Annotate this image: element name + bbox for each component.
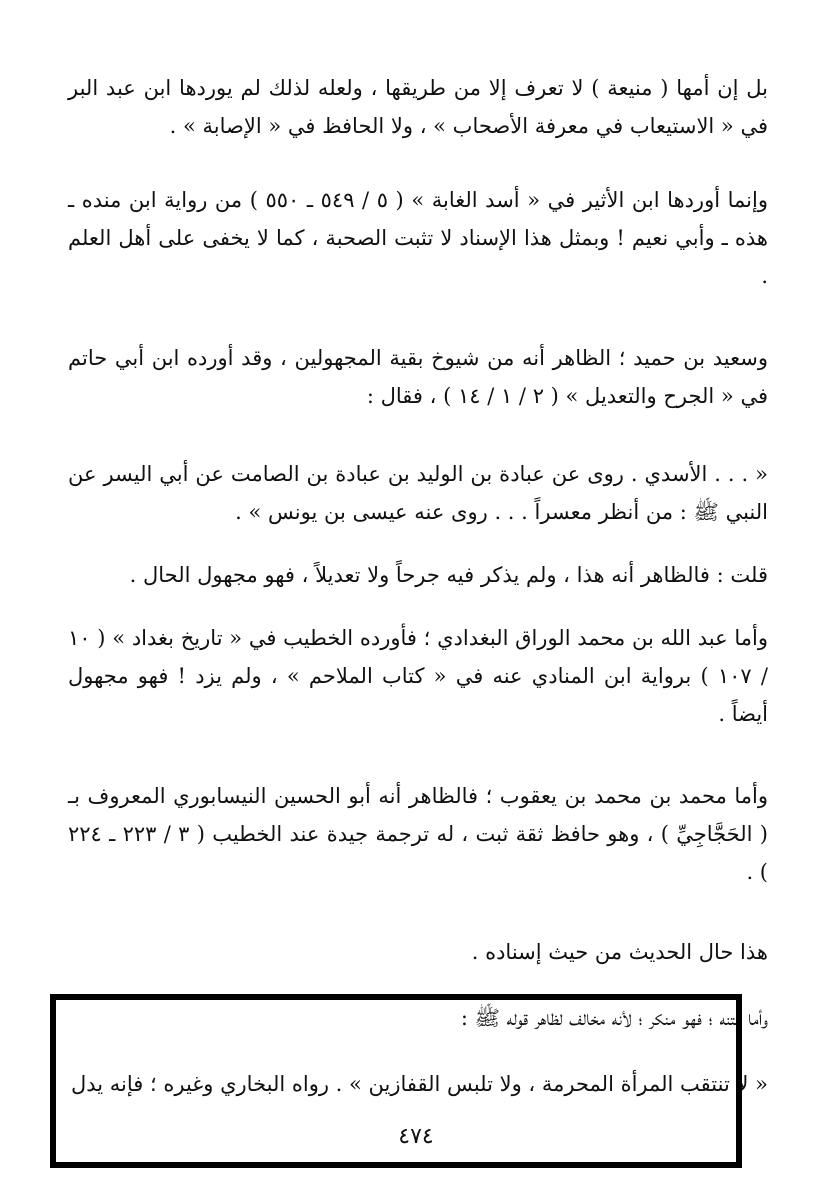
paragraph-majhul-hal: قلت : فالظاهر أنه هذا ، ولم يذكر فيه جرحاً ولا تعديلاً ، فهو مجهول الحال . bbox=[129, 563, 768, 587]
paragraph-muhammad-yaqub: وأما محمد بن محمد بن يعقوب ؛ فالظاهر أنه أبو الحسين النيسابوري المعروف بـ ( الحَجَّاجِيِّ ) ، وهو حافظ ثقة ثبت ، له ترجمة جيدة عند الخطيب ( ٣ / ٢٢٣ ـ ٢٢٤ ) . bbox=[68, 784, 768, 884]
page-number: ٤٧٤ bbox=[398, 1124, 434, 1149]
paragraph-isnad-status: هذا حال الحديث من حيث إسناده . bbox=[471, 940, 768, 964]
paragraph-abdullah-warraq: وأما عبد الله بن محمد الوراق البغدادي ؛ فأورده الخطيب في « تاريخ بغداد » ( ١٠ / ١٠٧ ) برواية ابن المنادي عنه في « كتاب الملاحم » ، ولم يزد ! فهو مجهول أيضاً . bbox=[68, 626, 768, 726]
highlight-box bbox=[50, 994, 742, 1168]
paragraph-mother-munia: بل إن أمها ( منيعة ) لا تعرف إلا من طريقها ، ولعله لذلك لم يوردها ابن عبد البر في « الاستيعاب في معرفة الأصحاب » ، ولا الحافظ في « الإصابة » . bbox=[68, 76, 768, 138]
paragraph-quote-asadi: « . . . الأسدي . روى عن عبادة بن الوليد بن عبادة بن الصامت عن أبي اليسر عن النبي ﷺ : من أنظر معسراً . . . روى عنه عيسى بن يونس » . bbox=[68, 462, 768, 524]
paragraph-hadith-quote: « لا تنتقب المرأة المحرمة ، ولا تلبس القفازين » . رواه البخاري وغيره ؛ فإنه يدل bbox=[71, 1072, 768, 1096]
paragraph-usd-al-ghaba: وإنما أوردها ابن الأثير في « أسد الغابة » ( ٥ / ٥٤٩ ـ ٥٥٠ ) من رواية ابن منده ـ هذه ـ وأبي نعيم ! وبمثل هذا الإسناد لا تثبت الصحبة ، كما لا يخفى على أهل العلم . bbox=[68, 188, 768, 288]
paragraph-matn-munkar: وأما متنه ؛ فهو منكر ؛ لأنه مخالف لظاهر قوله ﷺ : bbox=[460, 1006, 768, 1030]
paragraph-saeed-bin-hamid: وسعيد بن حميد ؛ الظاهر أنه من شيوخ بقية المجهولين ، وقد أورده ابن أبي حاتم في « الجرح والتعديل » ( ٢ / ١ / ١٤ ) ، فقال : bbox=[68, 346, 768, 408]
